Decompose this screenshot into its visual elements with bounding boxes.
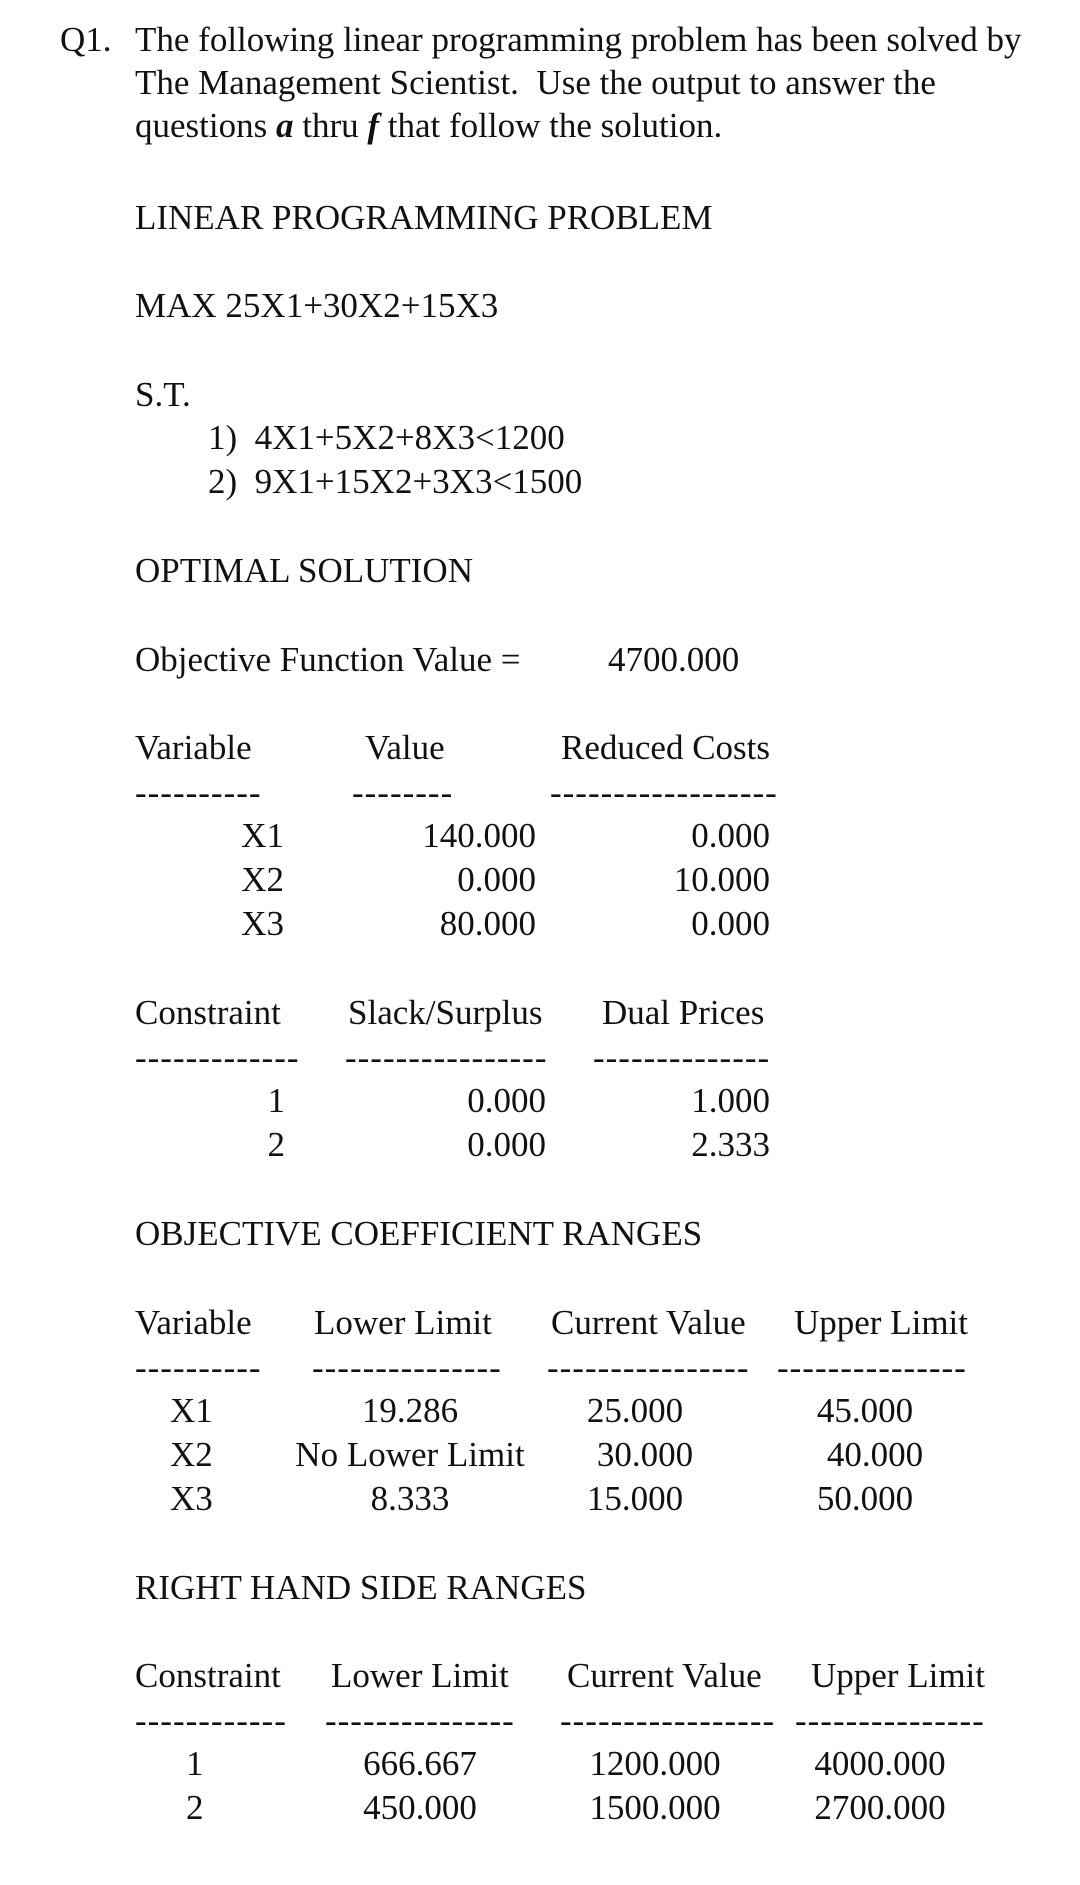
objective-function-value-label: Objective Function Value = bbox=[135, 640, 521, 679]
con-row-2-slack: 0.000 bbox=[467, 1125, 546, 1164]
obj-row-1-current: 25.000 bbox=[586, 1391, 684, 1430]
con-dashes-dual: -------------- bbox=[593, 1038, 771, 1077]
var-dashes-value: -------- bbox=[352, 773, 454, 812]
question-line-3-post: that follow the solution. bbox=[379, 106, 723, 145]
obj-dashes-upper: --------------- bbox=[777, 1348, 967, 1387]
con-row-2-dual: 2.333 bbox=[691, 1125, 770, 1164]
con-header-slack: Slack/Surplus bbox=[348, 993, 543, 1032]
rhs-ranges-heading: RIGHT HAND SIDE RANGES bbox=[135, 1568, 587, 1607]
var-row-1-reduced: 0.000 bbox=[691, 816, 770, 855]
obj-header-variable: Variable bbox=[135, 1303, 252, 1342]
obj-dashes-current: ---------------- bbox=[547, 1348, 750, 1387]
obj-dashes-lower: --------------- bbox=[312, 1348, 502, 1387]
question-letter-a: a bbox=[275, 106, 294, 145]
rhs-dashes-upper: --------------- bbox=[795, 1701, 985, 1740]
question-line-1: The following linear programming problem has been solved by bbox=[135, 20, 1022, 59]
var-row-1-value: 140.000 bbox=[422, 816, 536, 855]
rhs-header-constraint: Constraint bbox=[135, 1656, 281, 1695]
rhs-row-1-current: 1200.000 bbox=[589, 1744, 721, 1783]
obj-row-2-current: 30.000 bbox=[596, 1435, 694, 1474]
var-row-2-value: 0.000 bbox=[457, 860, 536, 899]
objective-function: MAX 25X1+30X2+15X3 bbox=[135, 286, 499, 325]
var-header-variable: Variable bbox=[135, 728, 252, 767]
obj-row-2-upper: 40.000 bbox=[826, 1435, 924, 1474]
obj-row-3-lower: 8.333 bbox=[370, 1479, 450, 1518]
rhs-header-upper: Upper Limit bbox=[811, 1656, 985, 1695]
rhs-row-1-upper: 4000.000 bbox=[814, 1744, 946, 1783]
rhs-dashes-current: ----------------- bbox=[560, 1701, 776, 1740]
obj-row-3-current: 15.000 bbox=[586, 1479, 684, 1518]
var-dashes-variable: ---------- bbox=[135, 773, 262, 812]
rhs-header-lower: Lower Limit bbox=[331, 1656, 509, 1695]
rhs-row-1-lower: 666.667 bbox=[363, 1744, 477, 1783]
var-row-3-name: X3 bbox=[241, 904, 284, 943]
obj-row-1-name: X1 bbox=[170, 1391, 213, 1430]
con-dashes-slack: ---------------- bbox=[345, 1038, 548, 1077]
rhs-row-2-upper: 2700.000 bbox=[814, 1788, 946, 1827]
question-line-3-pre: questions bbox=[135, 106, 276, 145]
constraint-2: 2) 9X1+15X2+3X3<1500 bbox=[208, 462, 583, 501]
var-dashes-reduced: ------------------ bbox=[550, 773, 778, 812]
var-header-value: Value bbox=[365, 728, 445, 767]
rhs-header-current: Current Value bbox=[567, 1656, 762, 1695]
con-dashes-constraint: ------------- bbox=[135, 1038, 300, 1077]
rhs-row-2-current: 1500.000 bbox=[589, 1788, 721, 1827]
var-row-2-reduced: 10.000 bbox=[673, 860, 770, 899]
con-row-1-name: 1 bbox=[267, 1081, 285, 1120]
question-number: Q1. bbox=[60, 20, 112, 59]
constraint-1: 1) 4X1+5X2+8X3<1200 bbox=[208, 418, 565, 457]
obj-row-1-upper: 45.000 bbox=[816, 1391, 914, 1430]
var-row-3-value: 80.000 bbox=[439, 904, 536, 943]
optimal-solution-heading: OPTIMAL SOLUTION bbox=[135, 551, 473, 590]
subject-to-label: S.T. bbox=[135, 375, 191, 414]
lp-problem-heading: LINEAR PROGRAMMING PROBLEM bbox=[135, 198, 713, 237]
con-header-dual-prices: Dual Prices bbox=[602, 993, 765, 1032]
obj-header-upper: Upper Limit bbox=[794, 1303, 968, 1342]
question-line-3-mid: thru bbox=[293, 106, 368, 145]
rhs-row-1-name: 1 bbox=[186, 1744, 204, 1783]
obj-row-1-lower: 19.286 bbox=[361, 1391, 459, 1430]
var-header-reduced-costs: Reduced Costs bbox=[561, 728, 771, 767]
obj-dashes-variable: ---------- bbox=[135, 1348, 262, 1387]
var-row-3-reduced: 0.000 bbox=[691, 904, 770, 943]
obj-row-2-name: X2 bbox=[170, 1435, 213, 1474]
rhs-row-2-name: 2 bbox=[186, 1788, 204, 1827]
question-line-2: The Management Scientist. Use the output to answer the bbox=[135, 63, 936, 102]
con-row-1-dual: 1.000 bbox=[691, 1081, 770, 1120]
rhs-row-2-lower: 450.000 bbox=[363, 1788, 477, 1827]
obj-header-lower: Lower Limit bbox=[314, 1303, 492, 1342]
rhs-dashes-lower: --------------- bbox=[325, 1701, 515, 1740]
objective-function-value: 4700.000 bbox=[608, 640, 740, 679]
rhs-dashes-constraint: ------------ bbox=[135, 1701, 287, 1740]
con-row-1-slack: 0.000 bbox=[467, 1081, 546, 1120]
obj-row-3-upper: 50.000 bbox=[816, 1479, 914, 1518]
con-header-constraint: Constraint bbox=[135, 993, 281, 1032]
obj-row-3-name: X3 bbox=[170, 1479, 213, 1518]
var-row-1-name: X1 bbox=[241, 816, 284, 855]
obj-ranges-heading: OBJECTIVE COEFFICIENT RANGES bbox=[135, 1214, 703, 1253]
question-line-3 bbox=[135, 108, 722, 143]
con-row-2-name: 2 bbox=[267, 1125, 285, 1164]
obj-row-2-lower: No Lower Limit bbox=[295, 1435, 525, 1474]
var-row-2-name: X2 bbox=[241, 860, 284, 899]
obj-header-current: Current Value bbox=[551, 1303, 746, 1342]
question-letter-f: f bbox=[367, 106, 380, 145]
